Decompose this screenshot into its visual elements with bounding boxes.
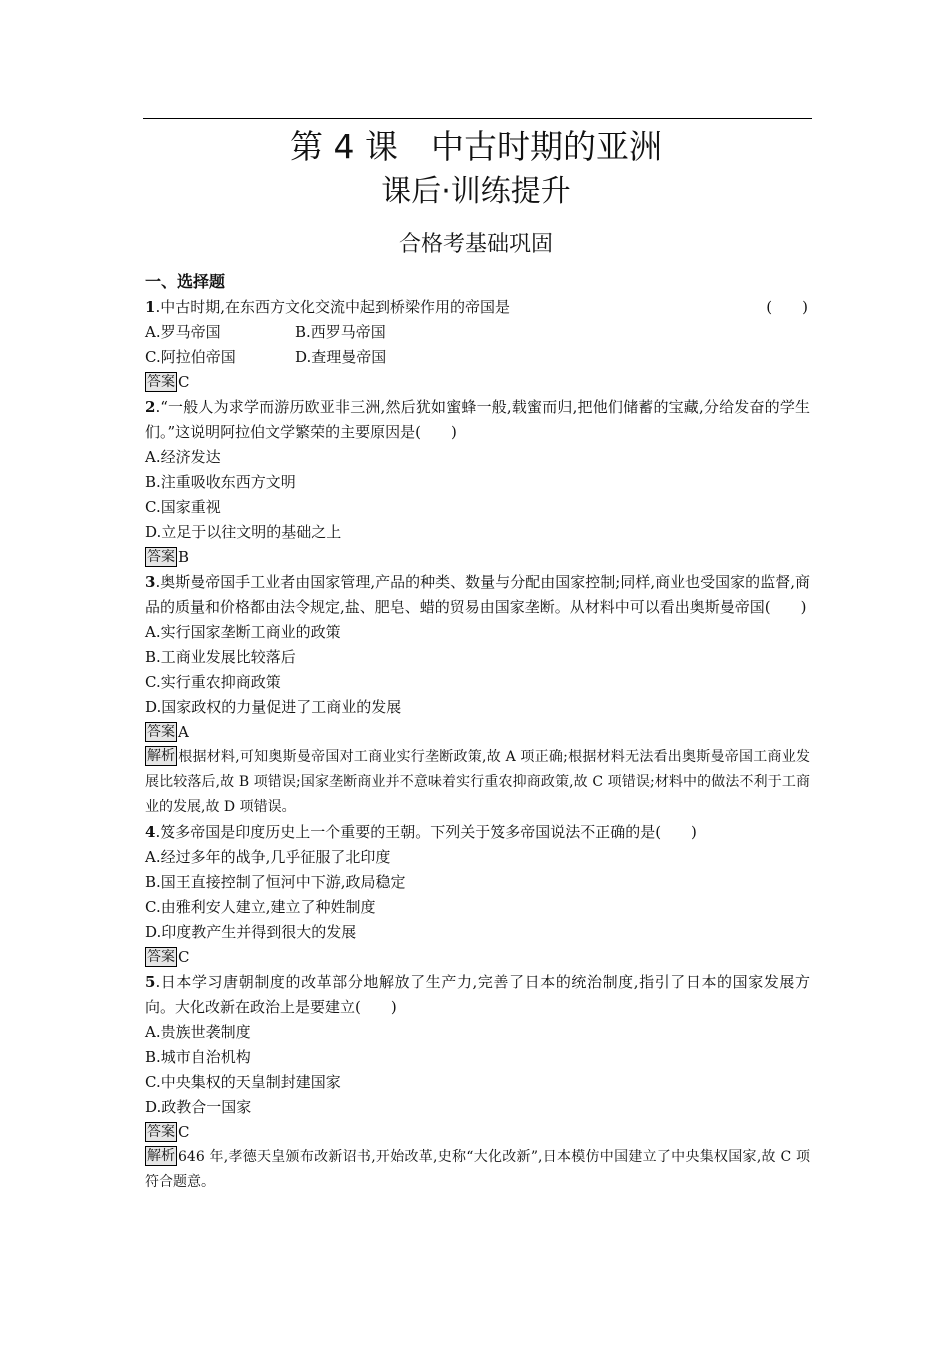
option-a: A.经济发达 — [145, 448, 221, 466]
analysis-label: 解析 — [147, 1148, 175, 1164]
analysis-text: 根据材料,可知奥斯曼帝国对工商业实行垄断政策,故 A 项正确;根据材料无法看出奥斯曼帝国工商业发展比较落后,故 B 项错误;国家垄断商业并不意味着实行重农抑商政策,故 C 项错误;材料中的做法不利于工商业的发展,故 D 项错误。 — [145, 749, 810, 815]
option-b: B.注重吸收东西方文明 — [145, 473, 296, 491]
option-a: A.经过多年的战争,几乎征服了北印度 — [145, 848, 391, 866]
answer-label: 答案 — [147, 374, 175, 390]
option-a: A.贵族世袭制度 — [145, 1023, 251, 1041]
option-d: D.查理曼帝国 — [295, 348, 387, 366]
option-a: A.罗马帝国 — [145, 323, 221, 341]
answer-line — [145, 720, 810, 745]
answer-line — [145, 945, 810, 970]
answer-line — [145, 1120, 810, 1145]
section-heading: 合格考基础巩固 — [398, 232, 553, 257]
part-heading: 一、选择题 — [145, 272, 226, 291]
question-number: 5 — [145, 973, 156, 991]
question-number: 1 — [145, 298, 156, 316]
analysis-label: 解析 — [147, 748, 175, 764]
option-c: C.中央集权的天皇制封建国家 — [145, 1073, 341, 1091]
question-stem — [145, 295, 810, 320]
option-d: D.印度教产生并得到很大的发展 — [145, 923, 357, 941]
question-stem — [145, 395, 810, 445]
answer-label: 答案 — [147, 549, 175, 565]
option-c: C.国家重视 — [145, 498, 221, 516]
question-list — [145, 295, 810, 1195]
option-row — [145, 320, 810, 345]
question-number: 4 — [145, 823, 156, 841]
answer-label: 答案 — [147, 1124, 175, 1140]
answer-line — [145, 370, 810, 395]
question-4 — [145, 820, 810, 970]
answer-line — [145, 545, 810, 570]
question-number: 3 — [145, 573, 156, 591]
question-text: .日本学习唐朝制度的改革部分地解放了生产力,完善了日本的统治制度,指引了日本的国家发展方向。大化改新在政治上是要建立( ) — [145, 973, 810, 1016]
question-text: .“一般人为求学而游历欧亚非三洲,然后犹如蜜蜂一般,载蜜而归,把他们储蓄的宝藏,分给发奋的学生们。”这说明阿拉伯文学繁荣的主要原因是( ) — [145, 398, 810, 441]
question-3 — [145, 570, 810, 820]
question-stem — [145, 820, 810, 845]
answer-value: C — [178, 373, 190, 391]
option-c: C.由雅利安人建立,建立了种姓制度 — [145, 898, 376, 916]
option-c: C.实行重农抑商政策 — [145, 673, 281, 691]
analysis-block — [145, 745, 810, 820]
option-b: B.西罗马帝国 — [295, 323, 386, 341]
question-1 — [145, 295, 810, 395]
analysis-block — [145, 1145, 810, 1195]
answer-label: 答案 — [147, 949, 175, 965]
question-text: .笈多帝国是印度历史上一个重要的王朝。下列关于笈多帝国说法不正确的是( ) — [155, 823, 697, 841]
option-a: A.实行国家垄断工商业的政策 — [145, 623, 341, 641]
question-stem — [145, 570, 810, 620]
answer-value: C — [178, 1123, 190, 1141]
option-b: B.工商业发展比较落后 — [145, 648, 296, 666]
question-number: 2 — [145, 398, 156, 416]
option-d: D.国家政权的力量促进了工商业的发展 — [145, 698, 402, 716]
option-row — [145, 345, 810, 370]
option-b: B.城市自治机构 — [145, 1048, 251, 1066]
answer-value: C — [178, 948, 190, 966]
option-b: B.国王直接控制了恒河中下游,政局稳定 — [145, 873, 406, 891]
answer-label: 答案 — [147, 724, 175, 740]
question-text: .中古时期,在东西方文化交流中起到桥梁作用的帝国是 — [155, 298, 510, 316]
lesson-subtitle: 课后·训练提升 — [381, 174, 571, 209]
answer-blank: ( ) — [766, 298, 808, 316]
option-c: C.阿拉伯帝国 — [145, 348, 236, 366]
answer-value: B — [178, 548, 190, 566]
option-d: D.立足于以往文明的基础之上 — [145, 523, 342, 541]
lesson-title: 第 4 课 中古时期的亚洲 — [290, 127, 662, 166]
answer-value: A — [178, 723, 189, 741]
top-rule — [143, 118, 812, 119]
question-text: .奥斯曼帝国手工业者由国家管理,产品的种类、数量与分配由国家控制;同样,商业也受国家的监督,商品的质量和价格都由法令规定,盐、肥皂、蜡的贸易由国家垄断。从材料中可以看出奥斯曼帝国( ) — [145, 573, 810, 616]
question-2 — [145, 395, 810, 570]
analysis-text: 646 年,孝德天皇颁布改新诏书,开始改革,史称“大化改新”,日本模仿中国建立了中央集权国家,故 C 项符合题意。 — [145, 1149, 810, 1190]
question-stem — [145, 970, 810, 1020]
question-5 — [145, 970, 810, 1195]
option-d: D.政教合一国家 — [145, 1098, 252, 1116]
